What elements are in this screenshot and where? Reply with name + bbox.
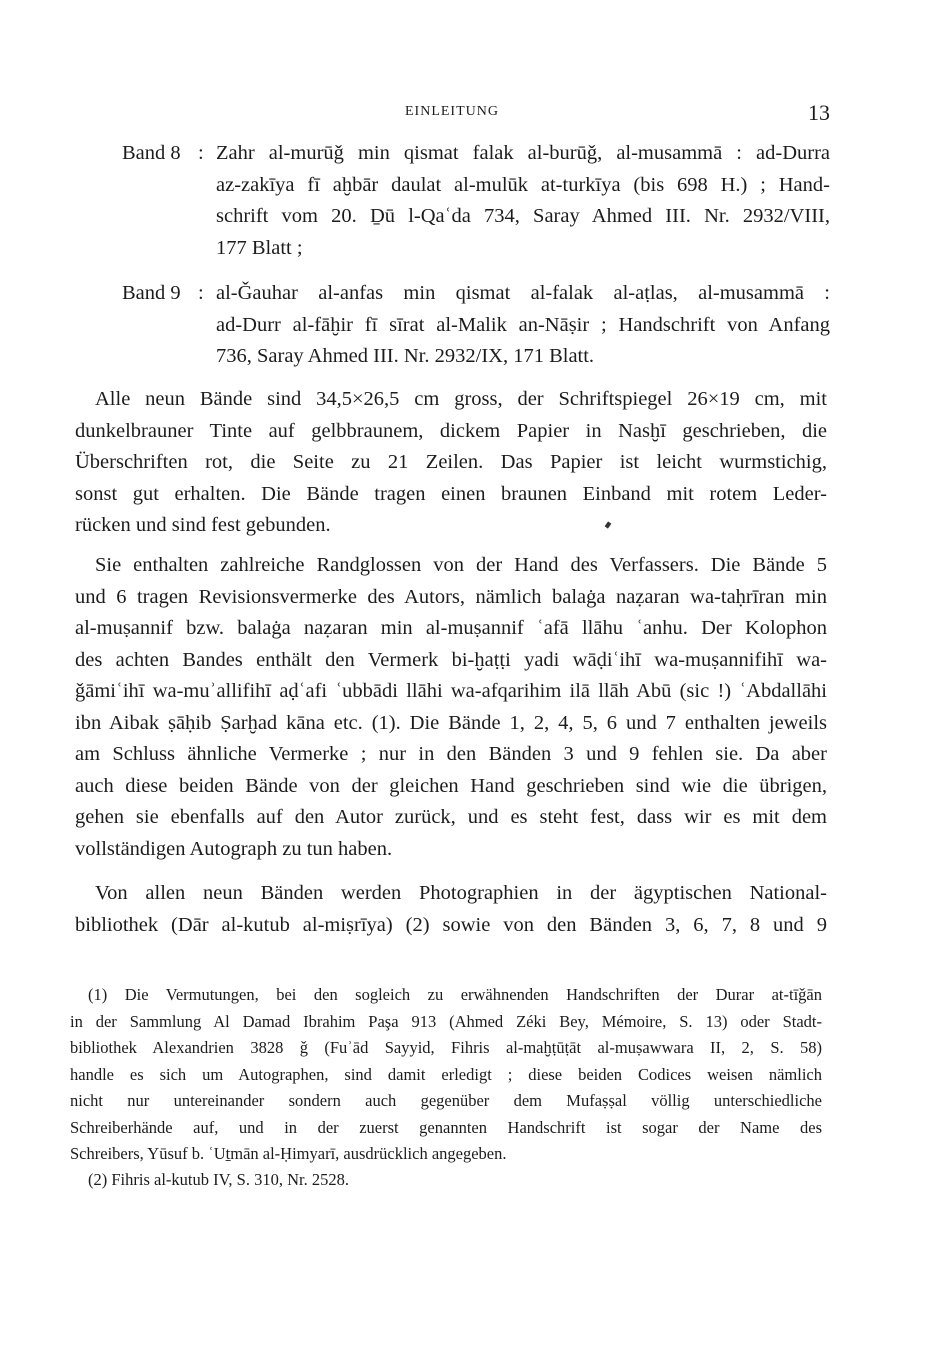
text-line: und 6 tragen Revisionsvermerke des Autors, nämlich balaġa naẓaran wa-taḥrīran min [75,585,827,608]
band-label: Band 8 [122,142,181,164]
text-line: al-muṣannif bzw. balaġa naẓaran min al-muṣannif ʿafā llāhu ʿanhu. Der Kolophon [75,617,827,639]
footnote-line: Schreibers, Yūsuf b. ʿUṯmān al-Ḥimyarī, ausdrücklich angegeben. [70,1144,507,1163]
text-line: rücken und sind fest gebunden. [75,514,331,536]
text-line: Alle neun Bände sind 34,5×26,5 cm gross, der Schriftspiegel 26×19 cm, mit [95,388,827,410]
paragraph-glosses [75,550,827,865]
text-line: ad-Durr al-fāḫir fī sīrat al-Malik an-Nāṣir ; Handschrift von Anfang [216,313,830,336]
text-line: bibliothek (Dār al-kutub al-miṣrīya) (2) sowie von den Bänden 3, 6, 7, 8 und 9 [75,913,827,936]
text-line: al-Ǧauhar al-anfas min qismat al-falak al-aṭlas, al-musammā : [216,282,830,304]
text-line: Zahr al-murūǧ min qismat falak al-burūǧ, al-musammā : ad-Durra [216,142,830,164]
text-line: auch diese beiden Bände von der gleichen Hand geschrieben sind wie die übrigen, [75,774,827,797]
footnote-line: bibliothek Alexandrien 3828 ǧ (Fuʾād Sayyid, Fihris al-maḫṭūṭāt al-muṣawwara II, 2, S. 58) [70,1038,822,1057]
footnote-1 [70,982,822,1168]
footnote-line: handle es sich um Autographen, sind damit erledigt ; diese beiden Codices weisen nämlich [70,1064,822,1084]
footnote-line: nicht nur untereinander sondern auch gegenüber dem Mufaṣṣal völlig unterschiedliche [70,1091,822,1110]
footnote-line: (1) Die Vermutungen, bei den sogleich zu erwähnenden Handschriften der Durar at-tīǧān [88,985,822,1004]
text-line: 736, Saray Ahmed III. Nr. 2932/IX, 171 Blatt. [216,345,595,367]
page-number: 13 [808,100,830,125]
text-line: Sie enthalten zahlreiche Randglossen von der Hand des Verfassers. Die Bände 5 [95,554,827,576]
running-head: EINLEITUNG [405,104,499,119]
text-line: az-zakīya fī aḫbār daulat al-mulūk at-turkīya (bis 698 H.) ; Hand- [216,173,830,196]
text-line: des achten Bandes enthält den Vermerk bi-ḫaṭṭi yadi wāḍiʿihī wa-muṣannifihī wa- [75,648,827,671]
text-line: dunkelbrauner Tinte auf gelbbraunem, dickem Papier in Nasḫī geschrieben, die [75,419,827,442]
text-line: Von allen neun Bänden werden Photographien in der ägyptischen National- [95,882,827,904]
text-line: ibn Aibak ṣāḥib Ṣarḫad kāna etc. (1). Die Bände 1, 2, 4, 5, 6 und 7 enthalten jeweils [75,711,827,734]
paragraph-photographs [75,878,827,941]
paragraph-description [75,384,827,542]
band-description [216,278,830,373]
band-colon: : [198,282,204,304]
footnote-line: in der Sammlung Al Damad Ibrahim Paşa 913 (Ahmed Zéki Bey, Mémoire, S. 13) oder Stadt- [70,1011,822,1031]
text-line: schrift vom 20. Ḏū l-Qaʿda 734, Saray Ahmed III. Nr. 2932/VIII, [216,205,830,227]
text-line: ǧāmiʿihī wa-muʾallifihī aḍʿafi ʿubbādi llāhi wa-afqarihim ilā llāh Abū (sic !) ʿAbdallāhi [75,680,827,702]
text-line: sonst gut erhalten. Die Bände tragen einen braunen Einband mit rotem Leder- [75,482,827,505]
text-line: vollständigen Autograph zu tun haben. [75,837,393,860]
band-description [216,138,830,264]
text-line: 177 Blatt ; [216,236,303,259]
band-colon: : [198,142,204,164]
footnote-2 [70,1167,822,1194]
footnote-line: Schreiberhände auf, und in der zuerst genannten Handschrift ist sogar der Name des [70,1117,822,1137]
footnote-line: (2) Fihris al-kutub IV, S. 310, Nr. 2528. [88,1170,349,1189]
text-line: gehen sie ebenfalls auf den Autor zurück, und es steht fest, dass wir es mit dem [75,806,827,828]
text-line: am Schluss ähnliche Vermerke ; nur in den Bänden 3 und 9 fehlen sie. Da aber [75,743,827,765]
band-label: Band 9 [122,282,181,304]
page-header [0,100,946,128]
text-line: Überschriften rot, die Seite zu 21 Zeilen. Das Papier ist leicht wurmstichig, [75,451,827,473]
